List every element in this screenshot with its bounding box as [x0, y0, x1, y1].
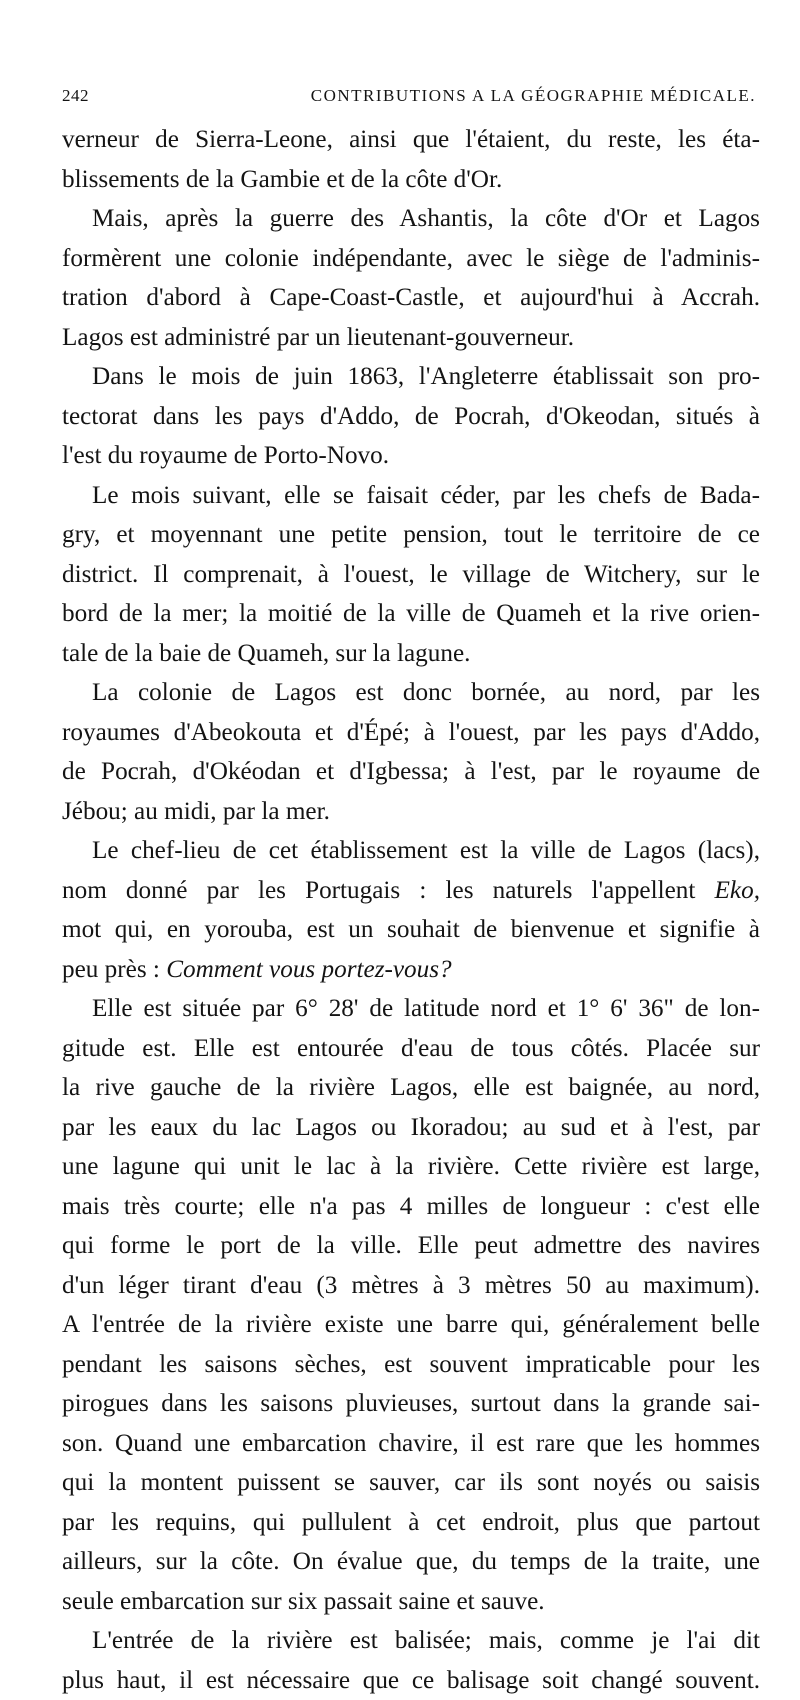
text-line	[62, 1503, 760, 1543]
text-line	[62, 634, 760, 674]
text-line	[62, 1305, 760, 1345]
text-line	[62, 278, 760, 318]
text-line	[62, 160, 760, 200]
line-text: Le chef-lieu de cet établissement est la ville de Lagos (lacs),	[92, 837, 760, 864]
text-line	[62, 1384, 760, 1424]
text-line	[62, 199, 760, 239]
text-line	[62, 989, 760, 1029]
line-text: Jébou; au midi, par la mer.	[62, 798, 330, 825]
text-line	[62, 871, 760, 911]
line-text: son. Quand une embarcation chavire, il est rare que les hommes	[62, 1430, 760, 1457]
line-text: plus haut, il est nécessaire que ce balisage soit changé souvent.	[62, 1667, 760, 1694]
text-line	[62, 713, 760, 753]
text-line	[62, 950, 760, 990]
line-text: d'un léger tirant d'eau (3 mètres à 3 mètres 50 au maximum).	[62, 1272, 760, 1299]
line-text: verneur de Sierra-Leone, ainsi que l'étaient, du reste, les éta-	[62, 126, 760, 153]
running-title: CONTRIBUTIONS A LA GÉOGRAPHIE MÉDICALE.	[89, 86, 760, 106]
text-line	[62, 1345, 760, 1385]
line-text: nom donné par les Portugais : les naturels l'appellent	[62, 877, 715, 904]
line-text: A l'entrée de la rivière existe une barre qui, généralement belle	[62, 1311, 760, 1338]
text-line	[62, 831, 760, 871]
italic-text: Comment vous portez-vous?	[166, 956, 451, 983]
text-line	[62, 673, 760, 713]
line-text: district. Il comprenait, à l'ouest, le village de Witchery, sur le	[62, 561, 760, 588]
line-text: qui la montent puissent se sauver, car ils sont noyés ou saisis	[62, 1469, 760, 1496]
line-text: par les requins, qui pullulent à cet endroit, plus que partout	[62, 1509, 760, 1536]
line-text: qui forme le port de la ville. Elle peut admettre des navires	[62, 1232, 760, 1259]
line-text: une lagune qui unit le lac à la rivière. Cette rivière est large,	[62, 1153, 760, 1180]
line-text: Dans le mois de juin 1863, l'Angleterre établissait son pro-	[92, 363, 760, 390]
line-text: tration d'abord à Cape-Coast-Castle, et aujourd'hui à Accrah.	[62, 284, 760, 311]
text-line	[62, 515, 760, 555]
text-line	[62, 792, 760, 832]
text-line	[62, 397, 760, 437]
text-line	[62, 1147, 760, 1187]
italic-text: Eko,	[715, 877, 760, 904]
text-line	[62, 1226, 760, 1266]
book-page	[62, 86, 760, 1700]
text-line	[62, 476, 760, 516]
line-text: La colonie de Lagos est donc bornée, au nord, par les	[92, 679, 760, 706]
text-line	[62, 1582, 760, 1622]
text-line	[62, 910, 760, 950]
text-line	[62, 120, 760, 160]
line-text: de Pocrah, d'Okéodan et d'Igbessa; à l'est, par le royaume de	[62, 758, 760, 785]
line-text: mot qui, en yorouba, est un souhait de bienvenue et signifie à	[62, 916, 760, 943]
text-line	[62, 1463, 760, 1503]
line-text: L'entrée de la rivière est balisée; mais, comme je l'ai dit	[92, 1627, 760, 1654]
text-line	[62, 318, 760, 358]
text-line	[62, 239, 760, 279]
text-line	[62, 752, 760, 792]
line-text: gitude est. Elle est entourée d'eau de tous côtés. Placée sur	[62, 1035, 760, 1062]
line-text: seule embarcation sur six passait saine et sauve.	[62, 1588, 545, 1615]
text-line	[62, 555, 760, 595]
text-line	[62, 1108, 760, 1148]
line-text: tale de la baie de Quameh, sur la lagune.	[62, 640, 470, 667]
text-line	[62, 1266, 760, 1306]
line-text: Mais, après la guerre des Ashantis, la côte d'Or et Lagos	[92, 205, 760, 232]
line-text: pirogues dans les saisons pluvieuses, surtout dans la grande sai-	[62, 1390, 760, 1417]
line-text: blissements de la Gambie et de la côte d'Or.	[62, 166, 502, 193]
line-text: Le mois suivant, elle se faisait céder, par les chefs de Bada-	[92, 482, 760, 509]
line-text: ailleurs, sur la côte. On évalue que, du temps de la traite, une	[62, 1548, 760, 1575]
line-text: royaumes d'Abeokouta et d'Épé; à l'ouest, par les pays d'Addo,	[62, 719, 760, 746]
body-text	[62, 120, 760, 1700]
running-header	[62, 86, 760, 120]
text-line	[62, 1068, 760, 1108]
line-text: gry, et moyennant une petite pension, tout le territoire de ce	[62, 521, 760, 548]
text-line	[62, 1621, 760, 1661]
line-text: mais très courte; elle n'a pas 4 milles de longueur : c'est elle	[62, 1193, 760, 1220]
line-text: Lagos est administré par un lieutenant-gouverneur.	[62, 324, 574, 351]
line-text: la rive gauche de la rivière Lagos, elle est baignée, au nord,	[62, 1074, 760, 1101]
text-line	[62, 1424, 760, 1464]
line-text: formèrent une colonie indépendante, avec le siège de l'adminis-	[62, 245, 760, 272]
text-line	[62, 1661, 760, 1700]
line-text: Elle est située par 6° 28' de latitude nord et 1° 6' 36" de lon-	[92, 995, 760, 1022]
line-text: peu près :	[62, 956, 166, 983]
line-text: par les eaux du lac Lagos ou Ikoradou; au sud et à l'est, par	[62, 1114, 760, 1141]
line-text: bord de la mer; la moitié de la ville de Quameh et la rive orien-	[62, 600, 760, 627]
page-number: 242	[62, 86, 89, 106]
line-text: l'est du royaume de Porto-Novo.	[62, 442, 389, 469]
line-text: pendant les saisons sèches, est souvent impraticable pour les	[62, 1351, 760, 1378]
line-text: tectorat dans les pays d'Addo, de Pocrah, d'Okeodan, situés à	[62, 403, 760, 430]
text-line	[62, 357, 760, 397]
text-line	[62, 1542, 760, 1582]
text-line	[62, 436, 760, 476]
text-line	[62, 1029, 760, 1069]
text-line	[62, 594, 760, 634]
text-line	[62, 1187, 760, 1227]
